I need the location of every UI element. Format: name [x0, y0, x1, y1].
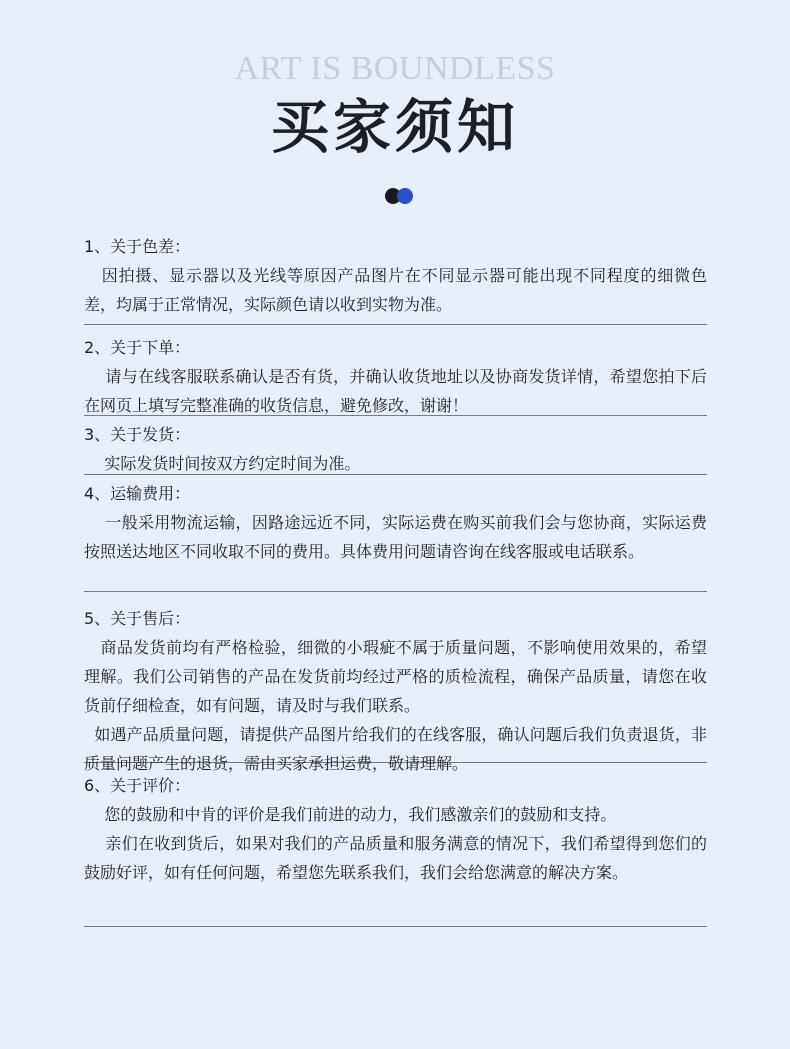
section-title: 5、关于售后： — [84, 609, 191, 628]
section-paragraph: 因拍摄、显示器以及光线等原因产品图片在不同显示器可能出现不同程度的细微色差，均属于正常情况，实际颜色请以收到实物为准。 — [84, 266, 707, 314]
section-title: 6、关于评价： — [84, 776, 191, 795]
section-paragraph: 如遇产品质量问题，请提供产品图片给我们的在线客服，确认问题后我们负责退货，非质量问题产生的退货，需由买家承担运费，敬请理解。 — [84, 725, 707, 773]
notice-section-after-sales — [84, 592, 707, 773]
notice-section-shipping — [84, 416, 707, 475]
section-paragraph: 实际发货时间按双方约定时间为准。 — [84, 454, 361, 473]
header-subtitle: ART IS BOUNDLESS — [234, 50, 556, 87]
section-paragraph: 您的鼓励和中肯的评价是我们前进的动力，我们感激亲们的鼓励和支持。 — [84, 805, 617, 824]
section-paragraph: 请与在线客服联系确认是否有货，并确认收货地址以及协商发货详情，希望您拍下后在网页上填写完整准确的收货信息，避免修改，谢谢！ — [84, 367, 707, 415]
blue-dot-icon — [397, 188, 413, 204]
section-paragraph: 亲们在收到货后，如果对我们的产品质量和服务满意的情况下，我们希望得到您们的鼓励好评，如有任何问题，希望您先联系我们，我们会给您满意的解决方案。 — [84, 834, 707, 882]
header — [0, 0, 790, 220]
notice-section-freight — [84, 475, 707, 592]
section-title: 1、关于色差： — [84, 237, 191, 256]
section-title: 2、关于下单： — [84, 338, 191, 357]
notice-section-ordering — [84, 325, 707, 416]
decorative-dots — [385, 188, 415, 204]
section-title: 4、运输费用： — [84, 484, 191, 503]
notice-section-reviews — [84, 763, 707, 927]
notice-section-color-difference — [84, 228, 707, 325]
notice-list — [84, 228, 707, 927]
section-paragraph: 一般采用物流运输，因路途远近不同，实际运费在购买前我们会与您协商，实际运费按照送达地区不同收取不同的费用。具体费用问题请咨询在线客服或电话联系。 — [84, 513, 707, 561]
section-title: 3、关于发货： — [84, 425, 191, 444]
section-paragraph: 商品发货前均有严格检验，细微的小瑕疵不属于质量问题，不影响使用效果的，希望理解。我们公司销售的产品在发货前均经过严格的质检流程，确保产品质量，请您在收货前仔细检查，如有问题，请及时与我们联系。 — [84, 638, 707, 715]
page-title: 买家须知 — [270, 93, 519, 161]
